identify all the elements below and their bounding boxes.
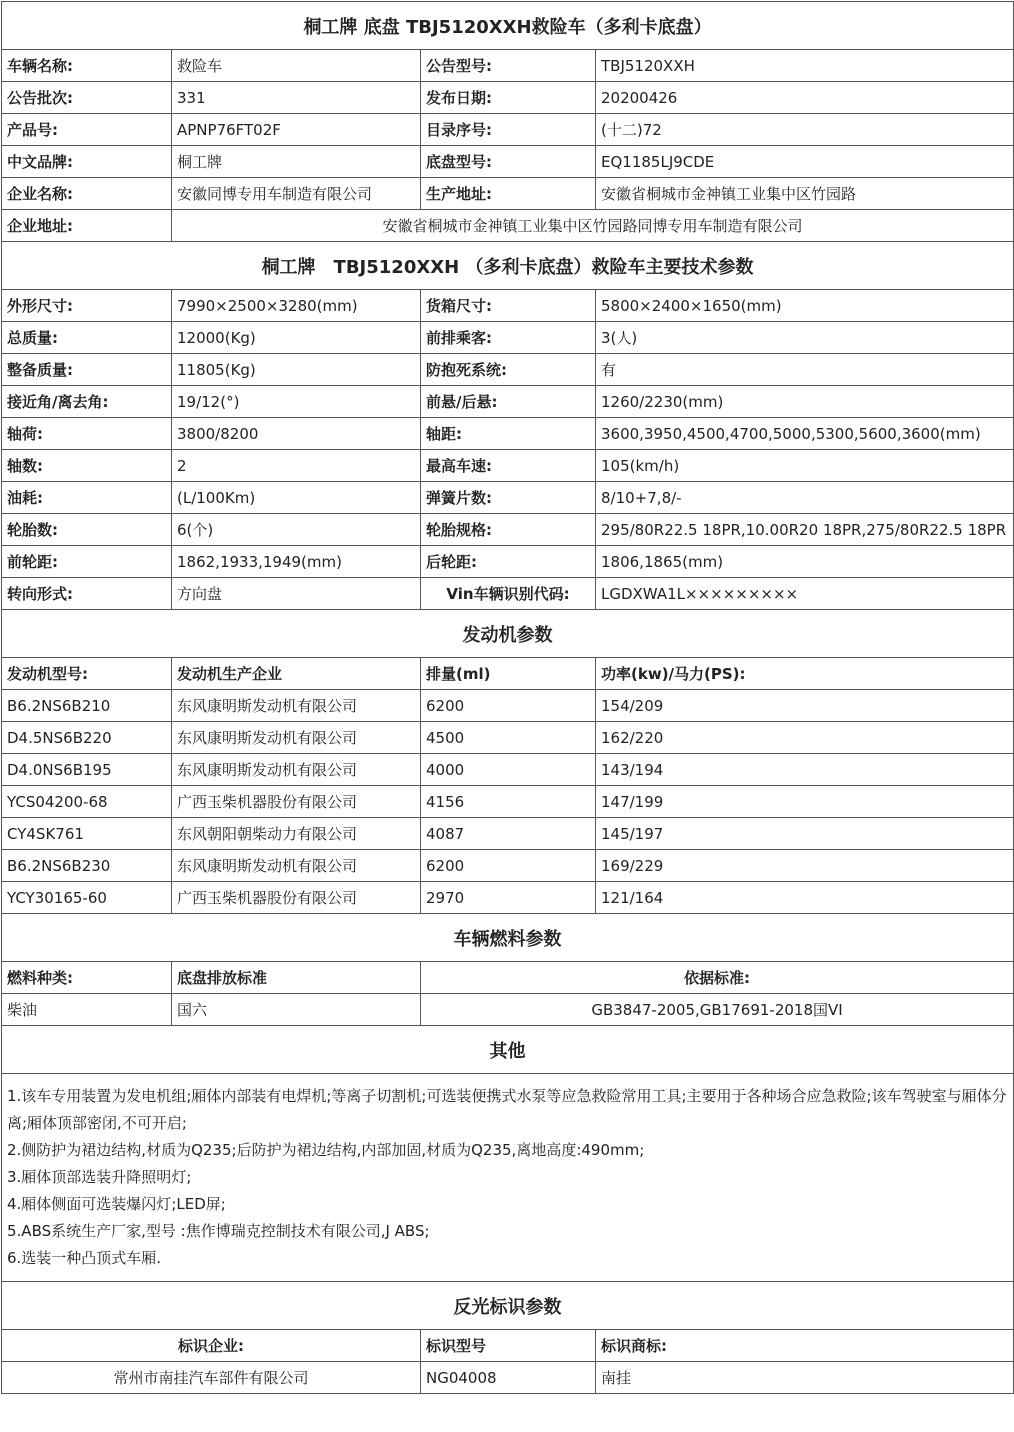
label-cell: 防抱死系统: [421,354,596,386]
value-cell: B6.2NS6B210 [2,690,172,722]
label-cell: 前轮距: [2,546,172,578]
value-cell: CY4SK761 [2,818,172,850]
value-cell: 4156 [421,786,596,818]
label-cell: 轮胎数: [2,514,172,546]
table-row [2,290,1014,322]
header-row [2,962,1014,994]
note-line: 4.厢体侧面可选装爆闪灯;LED屏; [7,1195,226,1213]
value-cell: 169/229 [596,850,1014,882]
table-row [2,354,1014,386]
value-cell: 143/194 [596,754,1014,786]
title-row [2,2,1014,50]
value-cell: 20200426 [596,82,1014,114]
value-cell: 12000(Kg) [172,322,421,354]
section-title-row [2,1026,1014,1074]
value-cell: 147/199 [596,786,1014,818]
engine-section-title: 发动机参数 [2,610,1014,658]
value-cell: 1862,1933,1949(mm) [172,546,421,578]
value-cell: NG04008 [421,1362,596,1394]
column-header: 燃料种类: [2,962,172,994]
value-cell: 东风康明斯发动机有限公司 [172,754,421,786]
value-cell: 有 [596,354,1014,386]
value-cell: 常州市南挂汽车部件有限公司 [2,1362,421,1394]
label-cell: 目录序号: [421,114,596,146]
reflect-section-title: 反光标识参数 [2,1282,1014,1330]
table-row [2,322,1014,354]
value-cell: 国六 [172,994,421,1026]
value-cell: EQ1185LJ9CDE [596,146,1014,178]
value-cell: 桐工牌 [172,146,421,178]
value-cell: 1260/2230(mm) [596,386,1014,418]
label-cell: 发布日期: [421,82,596,114]
table-row [2,418,1014,450]
value-cell: GB3847-2005,GB17691-2018国VI [421,994,1014,1026]
value-cell: 东风康明斯发动机有限公司 [172,850,421,882]
other-section-title: 其他 [2,1026,1014,1074]
table-row [2,178,1014,210]
header-row [2,658,1014,690]
table-row [2,386,1014,418]
header-row [2,1330,1014,1362]
label-cell: 转向形式: [2,578,172,610]
column-header: 发动机型号: [2,658,172,690]
tech-section-title: 桐工牌 TBJ5120XXH （多利卡底盘）救险车主要技术参数 [2,242,1014,290]
label-cell: 最高车速: [421,450,596,482]
value-cell: 东风康明斯发动机有限公司 [172,690,421,722]
page-title: 桐工牌 底盘 TBJ5120XXH救险车（多利卡底盘） [2,2,1014,50]
label-cell: 生产地址: [421,178,596,210]
value-cell: 广西玉柴机器股份有限公司 [172,882,421,914]
value-cell: 154/209 [596,690,1014,722]
label-cell: 中文品牌: [2,146,172,178]
section-title-row [2,914,1014,962]
value-cell: 11805(Kg) [172,354,421,386]
label-cell: 轴数: [2,450,172,482]
value-cell: 8/10+7,8/- [596,482,1014,514]
label-cell: 后轮距: [421,546,596,578]
label-cell: 轴荷: [2,418,172,450]
value-cell: 3600,3950,4500,4700,5000,5300,5600,3600(mm) [596,418,1014,450]
label-cell: 弹簧片数: [421,482,596,514]
vehicle-spec-table [1,1,1014,1394]
section-title-row [2,610,1014,658]
column-header: 依据标准: [421,962,1014,994]
value-cell: 3(人) [596,322,1014,354]
value-cell: 方向盘 [172,578,421,610]
section-title-row [2,1282,1014,1330]
value-cell: 5800×2400×1650(mm) [596,290,1014,322]
label-cell: 底盘型号: [421,146,596,178]
value-cell: 2 [172,450,421,482]
column-header: 标识型号 [421,1330,596,1362]
value-cell: D4.0NS6B195 [2,754,172,786]
section-title-row [2,242,1014,290]
value-cell: 安徽省桐城市金神镇工业集中区竹园路 [596,178,1014,210]
label-cell: 轴距: [421,418,596,450]
column-header: 标识商标: [596,1330,1014,1362]
table-row [2,690,1014,722]
value-cell: 295/80R22.5 18PR,10.00R20 18PR,275/80R22.5 18PR [596,514,1014,546]
table-row [2,578,1014,610]
column-header: 标识企业: [2,1330,421,1362]
value-cell: 2970 [421,882,596,914]
value-cell: YCS04200-68 [2,786,172,818]
table-row [2,754,1014,786]
fuel-section-title: 车辆燃料参数 [2,914,1014,962]
value-cell: B6.2NS6B230 [2,850,172,882]
table-row [2,786,1014,818]
value-cell: APNP76FT02F [172,114,421,146]
table-row [2,818,1014,850]
label-cell: 车辆名称: [2,50,172,82]
value-cell: TBJ5120XXH [596,50,1014,82]
table-row [2,546,1014,578]
value-cell: 广西玉柴机器股份有限公司 [172,786,421,818]
table-row [2,722,1014,754]
value-cell: 南挂 [596,1362,1014,1394]
table-row [2,514,1014,546]
value-cell: 柴油 [2,994,172,1026]
table-row [2,994,1014,1026]
note-line: 5.ABS系统生产厂家,型号 :焦作博瑞克控制技术有限公司,J ABS; [7,1222,430,1240]
table-row [2,1362,1014,1394]
label-cell: 前悬/后悬: [421,386,596,418]
label-cell: 前排乘客: [421,322,596,354]
label-cell: 货箱尺寸: [421,290,596,322]
value-cell: D4.5NS6B220 [2,722,172,754]
value-cell: 162/220 [596,722,1014,754]
label-cell: 产品号: [2,114,172,146]
column-header: 底盘排放标准 [172,962,421,994]
note-line: 1.该车专用装置为发电机组;厢体内部装有电焊机;等离子切割机;可选装便携式水泵等应急救险常用工具;主要用于各种场合应急救险;该车驾驶室与厢体分离;厢体顶部密闭,不可开启; [7,1087,1007,1132]
value-cell: 1806,1865(mm) [596,546,1014,578]
table-row [2,450,1014,482]
column-header: 功率(kw)/马力(PS): [596,658,1014,690]
value-cell: LGDXWA1L××××××××× [596,578,1014,610]
table-row [2,850,1014,882]
value-cell: 105(km/h) [596,450,1014,482]
value-cell: 救险车 [172,50,421,82]
table-row [2,50,1014,82]
table-row [2,882,1014,914]
label-cell: 轮胎规格: [421,514,596,546]
value-cell: 安徽同博专用车制造有限公司 [172,178,421,210]
value-cell: 4500 [421,722,596,754]
note-line: 2.侧防护为裙边结构,材质为Q235;后防护为裙边结构,内部加固,材质为Q235,离地高度:490mm; [7,1141,645,1159]
label-cell: 外形尺寸: [2,290,172,322]
value-cell: 7990×2500×3280(mm) [172,290,421,322]
note-line: 3.厢体顶部选装升降照明灯; [7,1168,192,1186]
label-cell: 企业名称: [2,178,172,210]
value-cell: 121/164 [596,882,1014,914]
address-value: 安徽省桐城市金神镇工业集中区竹园路同博专用车制造有限公司 [172,210,1014,242]
value-cell: 东风朝阳朝柴动力有限公司 [172,818,421,850]
value-cell: 4000 [421,754,596,786]
value-cell: 19/12(°) [172,386,421,418]
value-cell: 东风康明斯发动机有限公司 [172,722,421,754]
notes-cell [2,1074,1014,1282]
value-cell: 4087 [421,818,596,850]
address-label: 企业地址: [2,210,172,242]
label-cell: 接近角/离去角: [2,386,172,418]
column-header: 排量(ml) [421,658,596,690]
label-cell: 总质量: [2,322,172,354]
table-row [2,114,1014,146]
column-header: 发动机生产企业 [172,658,421,690]
notes-row [2,1074,1014,1282]
table-row [2,210,1014,242]
label-cell: 公告批次: [2,82,172,114]
value-cell: YCY30165-60 [2,882,172,914]
label-cell: 公告型号: [421,50,596,82]
label-cell: 油耗: [2,482,172,514]
table-row [2,82,1014,114]
note-line: 6.选装一种凸顶式车厢. [7,1249,162,1267]
value-cell: 6200 [421,850,596,882]
value-cell: 3800/8200 [172,418,421,450]
value-cell: (L/100Km) [172,482,421,514]
label-cell: 整备质量: [2,354,172,386]
table-row [2,482,1014,514]
value-cell: 331 [172,82,421,114]
table-row [2,146,1014,178]
value-cell: 6(个) [172,514,421,546]
value-cell: 6200 [421,690,596,722]
value-cell: (十二)72 [596,114,1014,146]
value-cell: 145/197 [596,818,1014,850]
label-cell: Vin车辆识别代码: [421,578,596,610]
